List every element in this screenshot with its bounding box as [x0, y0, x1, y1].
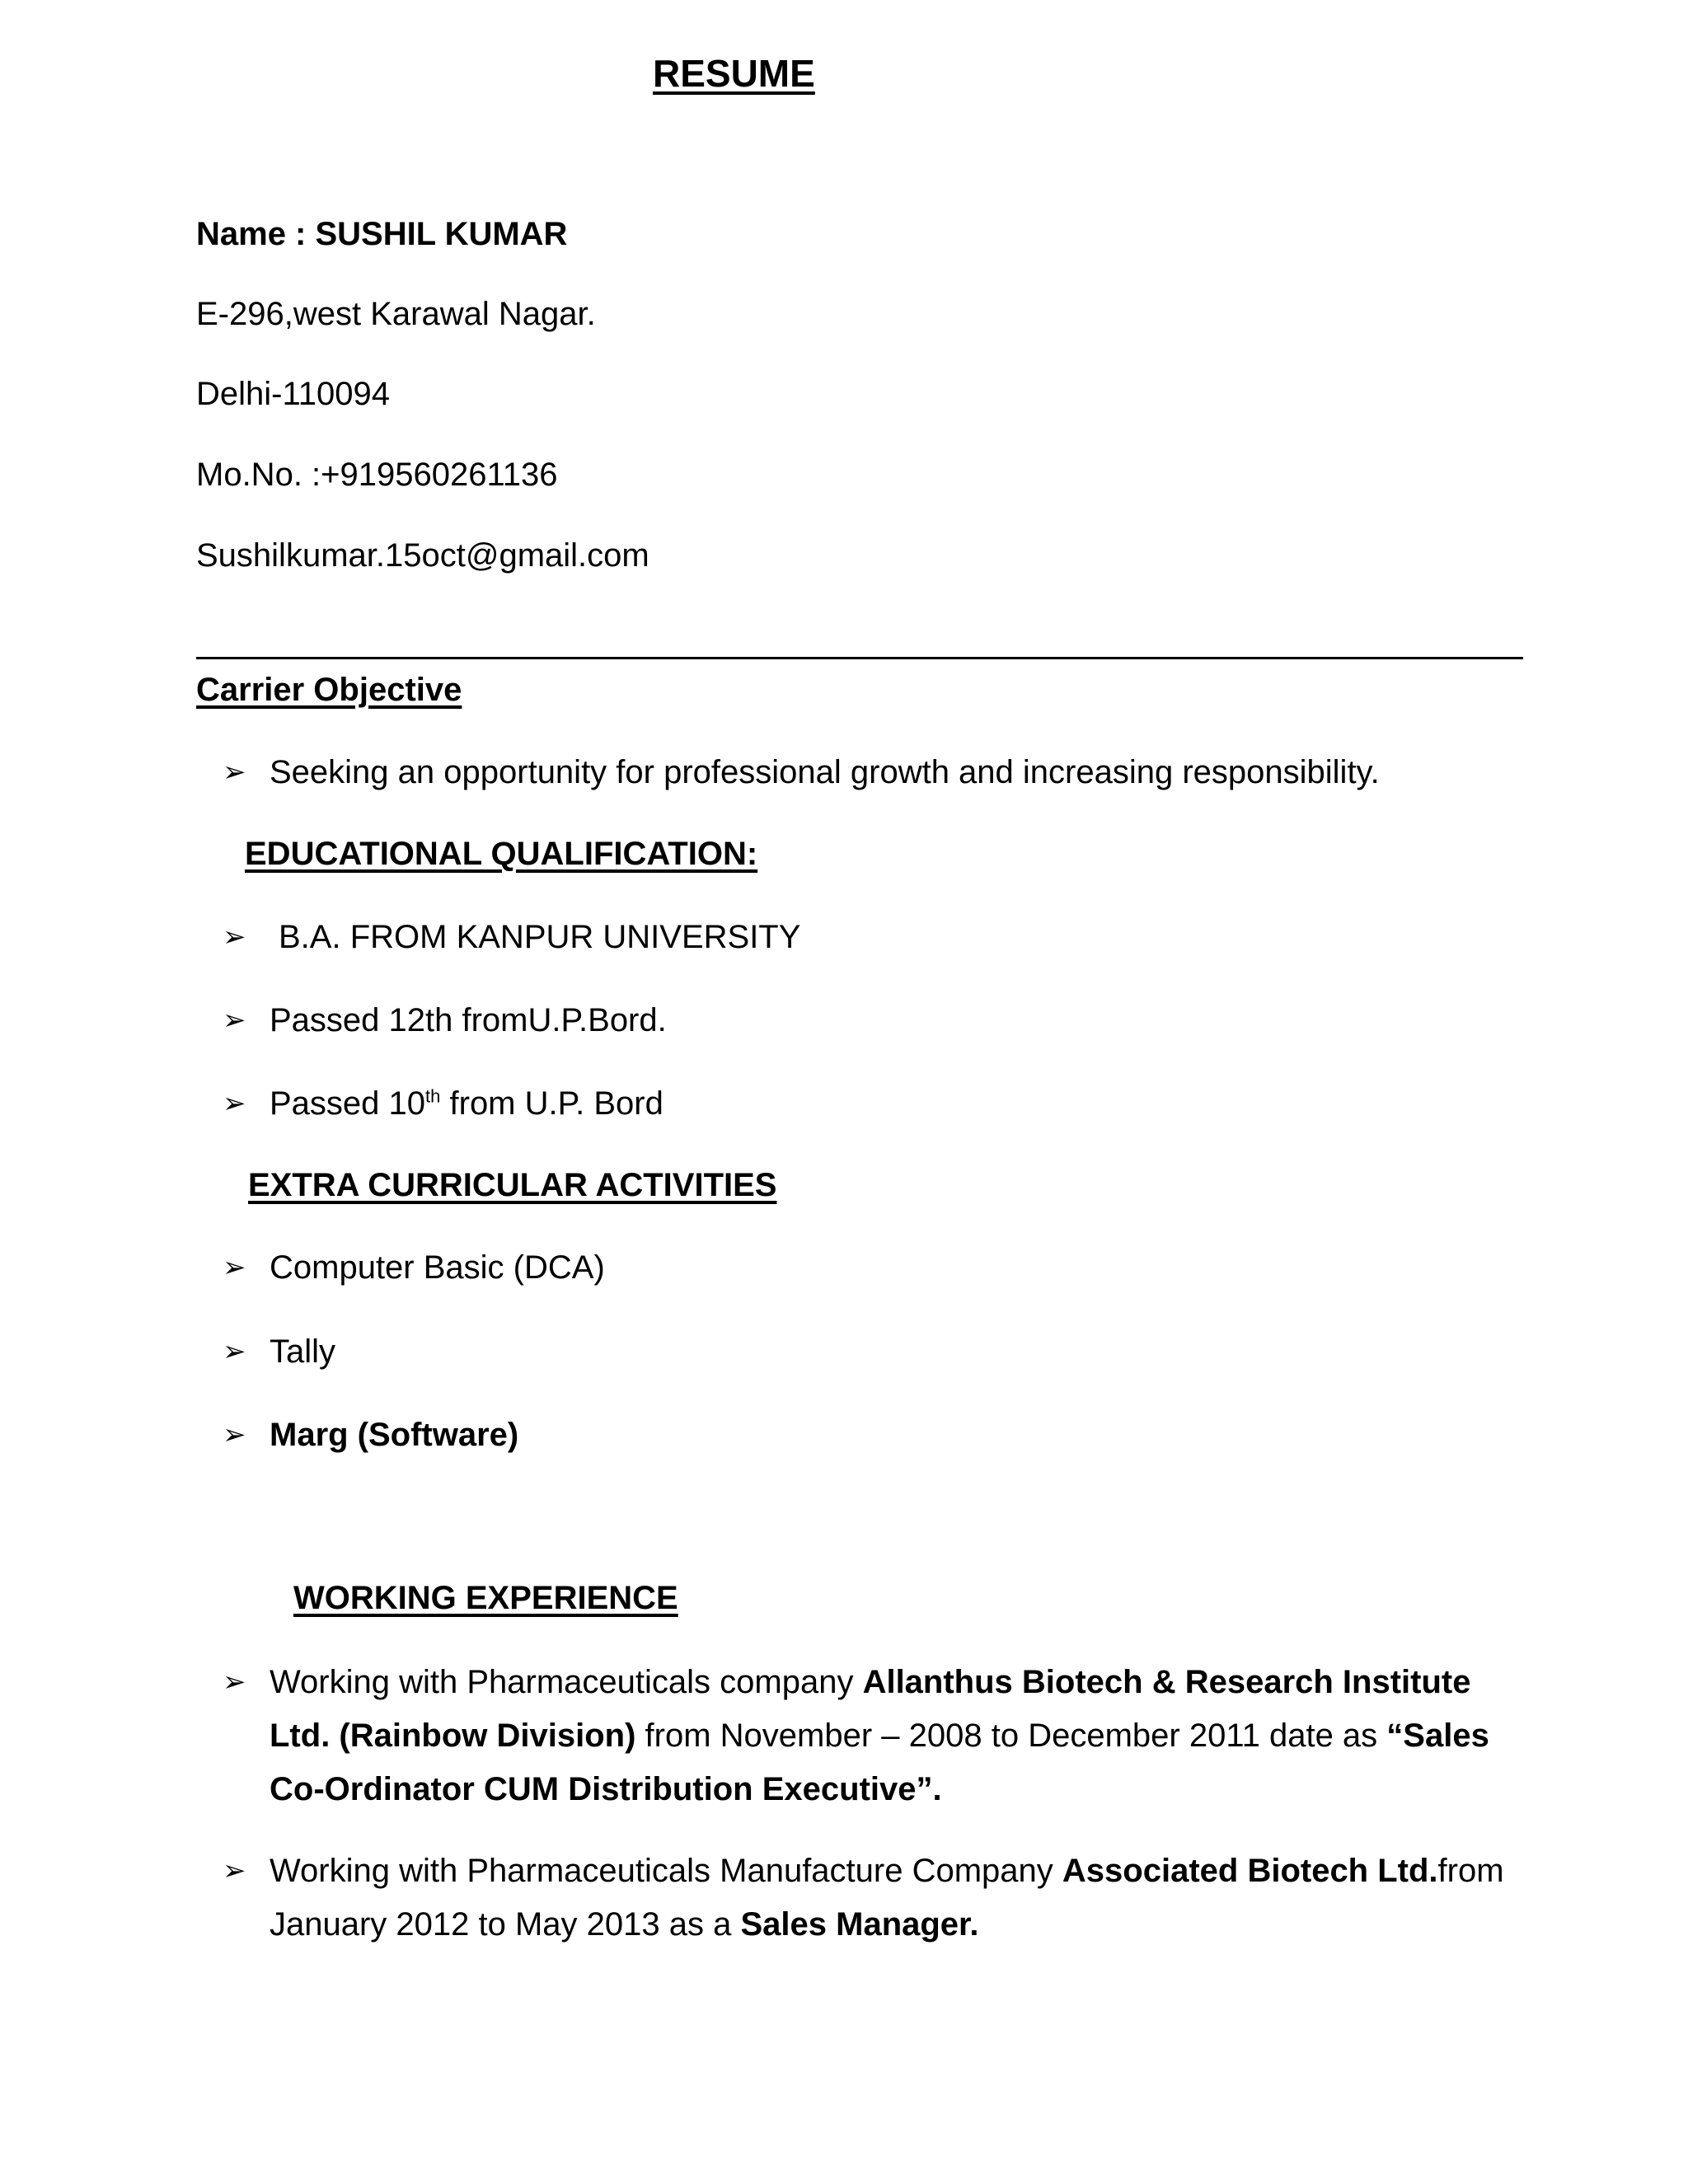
education-item-text: from U.P. Bord — [440, 1085, 663, 1122]
objective-item: Seeking an opportunity for professional growth and increasing responsibility. — [270, 754, 1380, 790]
education-item-text: Passed 10 — [270, 1085, 426, 1122]
bullet-icon: ➢ — [223, 1666, 246, 1698]
experience-item — [270, 1844, 1531, 1952]
experience-heading: WORKING EXPERIENCE — [293, 1580, 678, 1616]
bullet-icon: ➢ — [223, 1005, 246, 1036]
experience-role: “Sales Co-Ordinator CUM Distribution Executive”. — [270, 1718, 1489, 1807]
contact-name: Name : SUSHIL KUMAR — [196, 216, 568, 252]
bullet-icon: ➢ — [223, 757, 246, 788]
bullet-icon: ➢ — [223, 1855, 246, 1886]
contact-mobile: Mo.No. :+919560261136 — [196, 457, 558, 493]
activity-item: Tally — [270, 1333, 336, 1370]
objective-heading: Carrier Objective — [196, 672, 462, 708]
experience-item — [270, 1656, 1531, 1816]
experience-company: Allanthus Biotech & Research Institute Ltd. (Rainbow Division) — [270, 1664, 1471, 1754]
activity-item: Marg (Software) — [270, 1417, 519, 1453]
experience-text: Working with Pharmaceuticals company — [270, 1664, 863, 1700]
education-item: B.A. FROM KANPUR UNIVERSITY — [279, 919, 801, 955]
experience-text: Working with Pharmaceuticals Manufacture Company — [270, 1853, 1062, 1889]
education-item — [270, 1084, 663, 1123]
experience-text: from January 2012 to May 2013 as a — [270, 1853, 1504, 1943]
experience-role: Sales Manager. — [740, 1906, 979, 1943]
bullet-icon: ➢ — [223, 1088, 246, 1119]
contact-address-line1: E-296,west Karawal Nagar. — [196, 296, 596, 332]
bullet-icon: ➢ — [223, 1336, 246, 1367]
activities-heading: EXTRA CURRICULAR ACTIVITIES — [248, 1167, 777, 1203]
education-item-superscript: th — [425, 1085, 441, 1107]
section-divider — [196, 657, 1523, 659]
bullet-icon: ➢ — [223, 1419, 246, 1451]
contact-email: Sushilkumar.15oct@gmail.com — [196, 537, 649, 574]
resume-title: RESUME — [653, 52, 815, 95]
contact-address-line2: Delhi-110094 — [196, 376, 390, 412]
education-item: Passed 12th fromU.P.Bord. — [270, 1002, 667, 1038]
experience-company: Associated Biotech Ltd. — [1062, 1853, 1438, 1889]
bullet-icon: ➢ — [223, 921, 246, 953]
bullet-icon: ➢ — [223, 1252, 246, 1283]
activity-item: Computer Basic (DCA) — [270, 1249, 605, 1286]
experience-text: from November – 2008 to December 2011 date as — [635, 1718, 1387, 1754]
education-heading: EDUCATIONAL QUALIFICATION: — [245, 836, 758, 872]
